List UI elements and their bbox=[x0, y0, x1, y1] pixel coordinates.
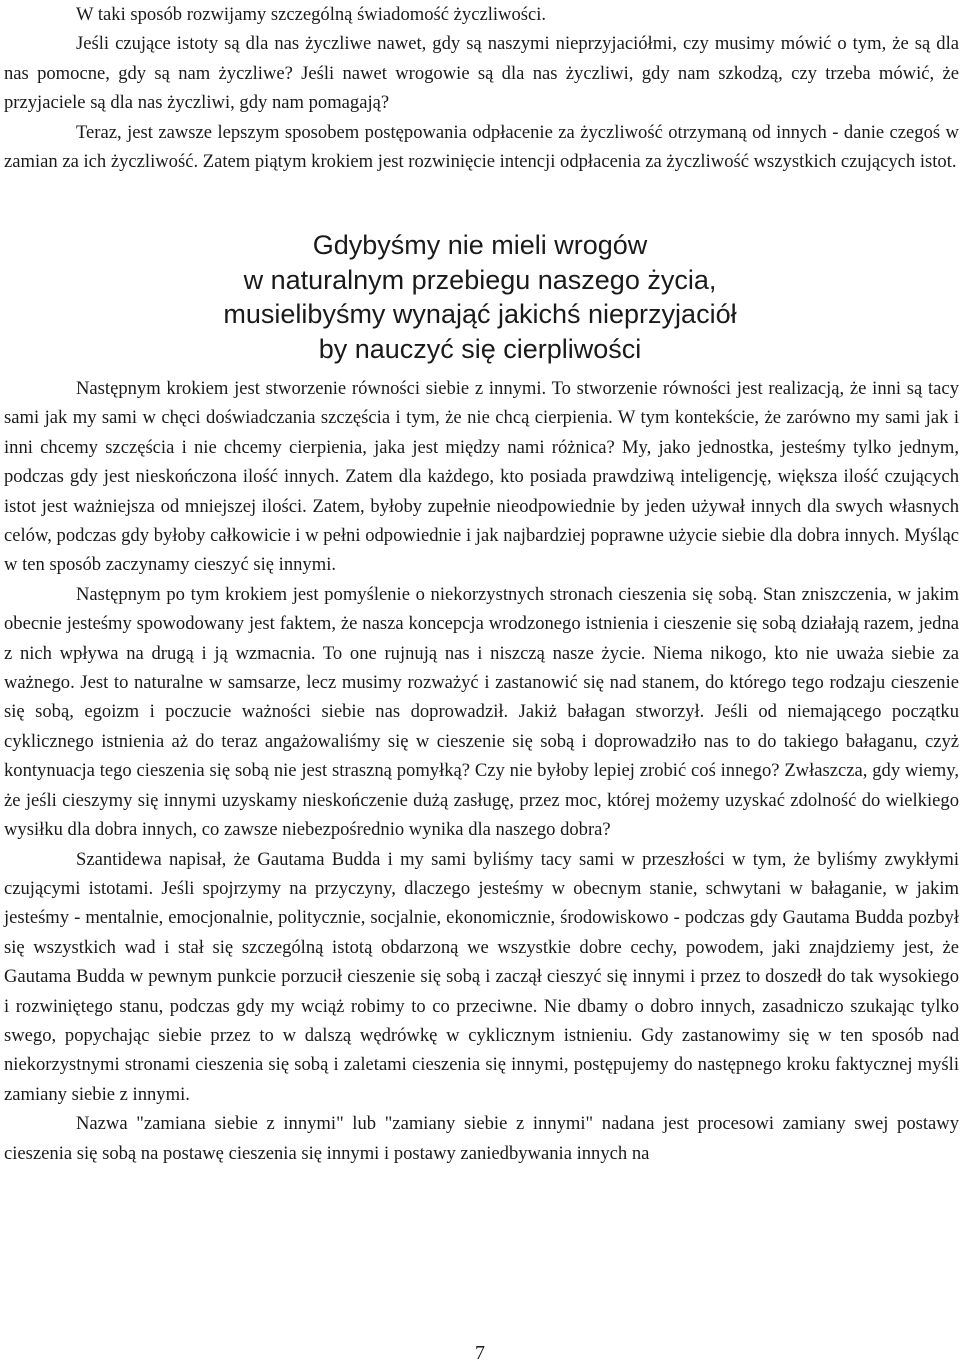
quote-line: musielibyśmy wynająć jakichś nieprzyjaciół bbox=[223, 299, 737, 329]
quote-line: by nauczyć się cierpliwości bbox=[318, 333, 642, 364]
paragraph: Następnym po tym krokiem jest pomyślenie o niekorzystnych stronach cieszenia się sobą. Stan zniszczenia, w jakim obecnie jesteśmy spowodowany jest faktem, że nasza koncepcja wrodzonego istnienia i cieszenie się sobą działają razem, jedna z nich wpływa na drugą i ją wzmacnia. To one rujnują nas i niszczą nasze życie. Niema nikogo, kto nie uważa siebie za ważnego. Jest to naturalne w samsarze, lecz musimy rozważyć i zastanowić się nad stanem, do którego tego rodzaju cieszenie się sobą, egoizm i poczucie ważności siebie nas doprowadził. Jakiż bałagan stworzył. Jeśli od niemającego początku cyklicznego istnienia aż do teraz angażowaliśmy się w cieszenie się sobą i doprowadziło nas to do takiego bałaganu, czyż kontynuacja tego cieszenia się sobą nie jest straszną pomyłką? Czy nie byłoby lepiej zrobić coś innego? Zwłaszcza, gdy wiemy, że jeśli cieszymy się innymi uzyskamy nieskończenie dużą zasługę, przez moc, której możemy uzyskać zdolność do wielkiego wysiłku dla dobra innych, co zawsze niebezpośrednio wynika dla naszego dobra? bbox=[4, 583, 959, 841]
top-text-block bbox=[4, 0, 959, 176]
page-number: 7 bbox=[475, 1342, 485, 1364]
quote-line: Gdybyśmy nie mieli wrogów bbox=[312, 230, 648, 260]
paragraph: Jeśli czujące istoty są dla nas życzliwe nawet, gdy są naszymi nieprzyjaciółmi, czy musimy mówić o tym, że są dla nas pomocne, gdy są nam życzliwe? Jeśli nawet wrogowie są dla nas życzliwi, gdy nam szkodzą, czy trzeba mówić, że przyjaciele są dla nas życzliwi, gdy nam pomagają? bbox=[4, 33, 959, 114]
quote-line: w naturalnym przebiegu naszego życia, bbox=[243, 264, 717, 295]
paragraph: Szantidewa napisał, że Gautama Budda i my sami byliśmy tacy sami w przeszłości w tym, że byliśmy zwykłymi czującymi istotami. Jeśli spojrzymy na przyczyny, dlaczego jesteśmy w obecnym stanie, schwytani w bałaganie, w jakim jesteśmy - mentalnie, emocjonalnie, politycznie, socjalnie, ekonomicznie, środowiskowo - podczas gdy Gautama Budda pozbył się wszystkich wad i stał się szczególną istotą obdarzoną we wszystkie dobre cechy, powodem, jaki znajdziemy jest, że Gautama Budda w pewnym punkcie porzucił cieszenie się sobą i zaczął cieszyć się innymi i przez to doszedł do tak wysokiego i rozwiniętego stanu, podczas gdy my wciąż robimy to co przeciwne. Nie dbamy o dobro innych, zasadniczo szukając tylko swego, popychając siebie przez to w dalszą wędrówkę w cyklicznym istnieniu. Gdy zastanowimy się w ten sposób nad niekorzystnymi stronami cieszenia się sobą i zaletami cieszenia się innymi, postępujemy do następnego kroku faktycznej myśli zamiany siebie z innymi. bbox=[4, 848, 959, 1105]
paragraph: Nazwa "zamiana siebie z innymi" lub "zamiany siebie z innymi" nadana jest procesowi zamiany swej postawy cieszenia się sobą na postawę cieszenia się innymi i postawy zaniedbywania innych na bbox=[4, 1113, 959, 1164]
main-text-block bbox=[4, 374, 959, 1168]
pull-quote bbox=[0, 228, 960, 366]
paragraph: W taki sposób rozwijamy szczególną świadomość życzliwości. bbox=[76, 4, 547, 25]
paragraph: Teraz, jest zawsze lepszym sposobem postępowania odpłacenie za życzliwość otrzymaną od innych - danie czegoś w zamian za ich życzliwość. Zatem piątym krokiem jest rozwinięcie intencji odpłacenia za życzliwość wszystkich czujących istot. bbox=[4, 121, 959, 173]
paragraph: Następnym krokiem jest stworzenie równości siebie z innymi. To stworzenie równości jest realizacją, że inni są tacy sami jak my sami w chęci doświadczania szczęścia i tym, że nie chcą cierpienia. W tym kontekście, że zarówno my sami jak i inni chcemy szczęścia i nie chcemy cierpienia, jaka jest między nami różnica? My, jako jednostka, jesteśmy tylko jednym, podczas gdy jest nieskończona ilość innych. Zatem dla każdego, kto posiada prawdziwą inteligencję, większa ilość czujących istot jest ważniejsza od mniejszej ilości. Zatem, byłoby zupełnie nieodpowiednie by jeden używał innych dla swych własnych celów, podczas gdy byłoby całkowicie i w pełni odpowiednie i jak najbardziej poprawne użycie siebie dla dobra innych. Myśląc w ten sposób zaczynamy cieszyć się innymi. bbox=[4, 378, 959, 576]
